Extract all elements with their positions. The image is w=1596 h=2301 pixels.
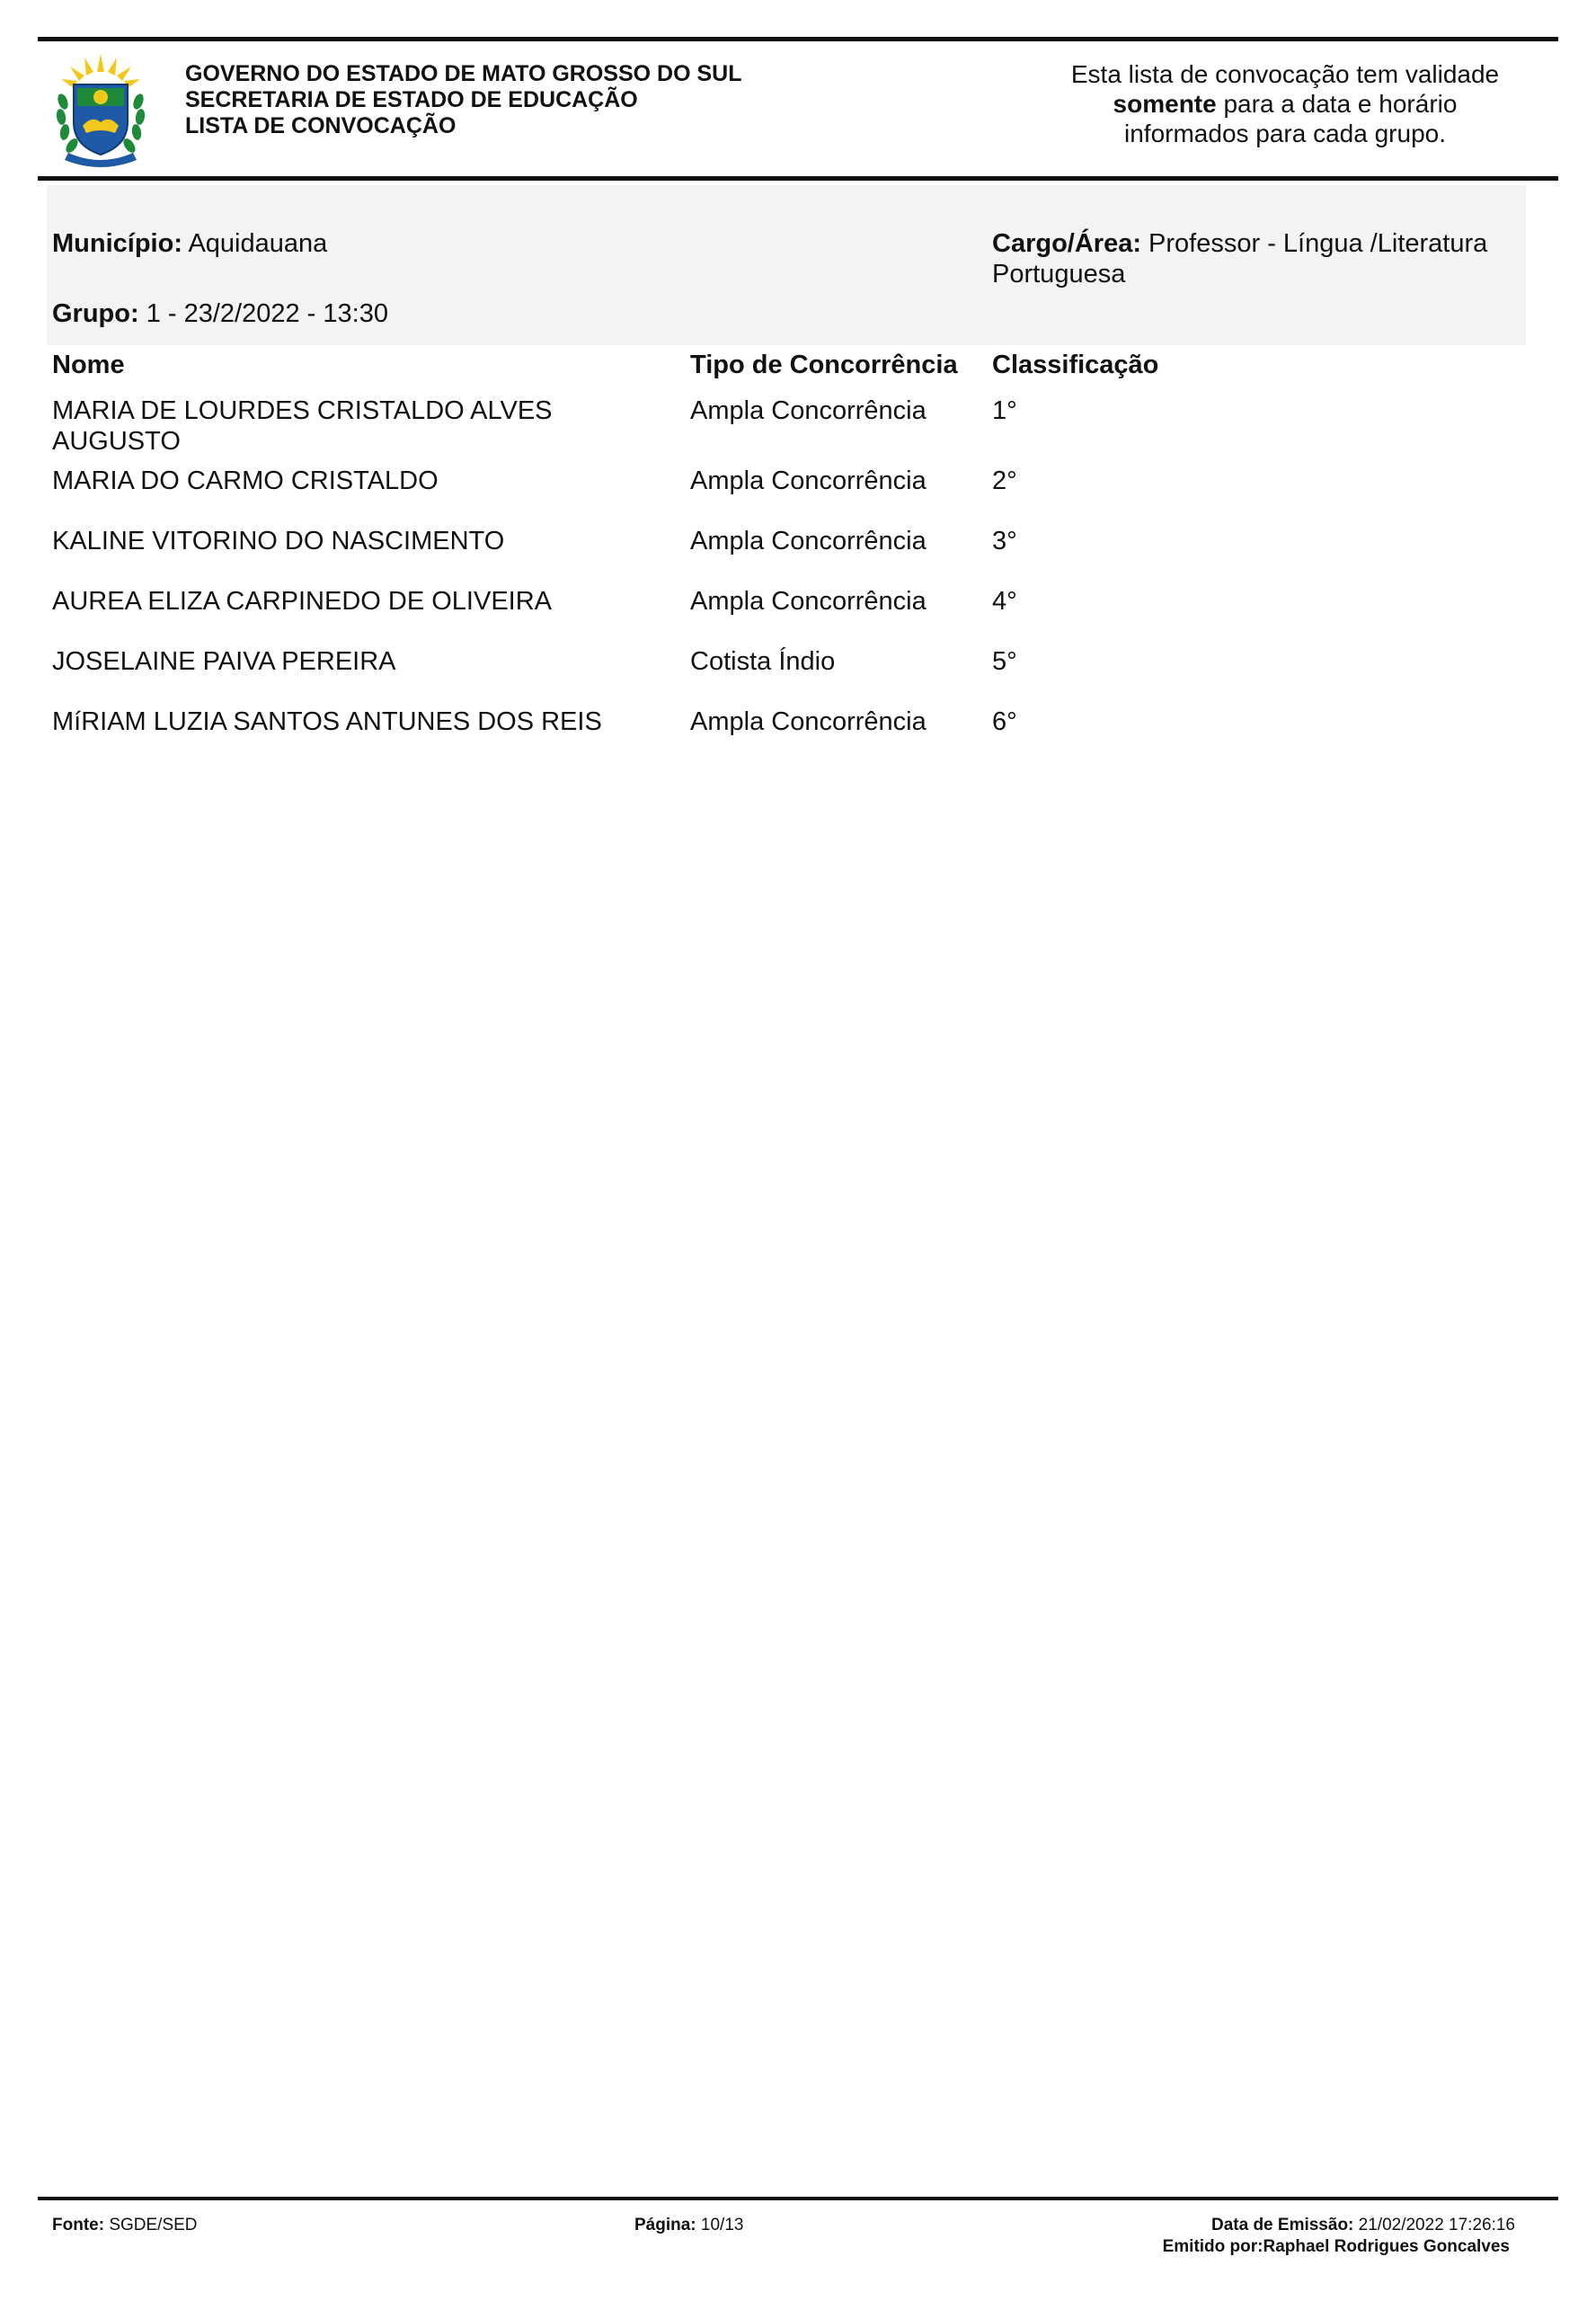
- fonte-label: Fonte:: [52, 2216, 105, 2234]
- cell-nome: MíRIAM LUZIA SANTOS ANTUNES DOS REIS: [52, 707, 602, 736]
- cell-classificacao: 6°: [992, 707, 1017, 736]
- cell-classificacao: 3°: [992, 527, 1017, 555]
- municipio-label: Município:: [52, 229, 182, 258]
- emissao-label: Data de Emissão:: [1210, 2216, 1354, 2234]
- cell-nome: MARIA DO CARMO CRISTALDO: [52, 466, 439, 495]
- cell-tipo: Cotista Índio: [690, 647, 836, 676]
- municipio-field: [52, 228, 327, 259]
- cell-classificacao: 2°: [992, 466, 1017, 495]
- notice-line-2-rest: para a data e horário: [1216, 90, 1458, 118]
- municipio-value: Aquidauana: [182, 229, 328, 258]
- cell-nome: MARIA DE LOURDES CRISTALDO ALVES AUGUSTO: [52, 396, 553, 456]
- column-header-nome: Nome: [52, 351, 125, 379]
- footer-issued-by: Emitido por:Raphael Rodrigues Goncalves: [1162, 2237, 1510, 2256]
- cell-classificacao: 4°: [992, 587, 1017, 616]
- footer-page-number: [634, 2215, 743, 2235]
- header-bottom-rule: [38, 176, 1558, 181]
- footer-rule: [38, 2197, 1558, 2200]
- cell-nome: KALINE VITORINO DO NASCIMENTO: [52, 527, 505, 555]
- validity-notice: [1033, 59, 1537, 148]
- document-title: LISTA DE CONVOCAÇÃO: [185, 113, 457, 138]
- organization-header: [185, 61, 742, 139]
- notice-line-3: informados para cada grupo.: [1124, 120, 1446, 147]
- notice-line-2: [1033, 89, 1537, 119]
- header-top-rule: [38, 37, 1558, 41]
- notice-line-1: Esta lista de convocação tem validade: [1070, 60, 1500, 88]
- cell-classificacao: 1°: [992, 396, 1017, 425]
- cell-tipo: Ampla Concorrência: [690, 466, 927, 495]
- cargo-value: Professor - Língua /Literatura Portuguesa: [992, 229, 1488, 289]
- footer-source: [52, 2215, 198, 2235]
- cell-nome: AUREA ELIZA CARPINEDO DE OLIVEIRA: [52, 587, 552, 616]
- grupo-value: 1 - 23/2/2022 - 13:30: [138, 299, 388, 328]
- fonte-value: SGDE/SED: [104, 2216, 198, 2234]
- notice-emphasis: somente: [1113, 90, 1217, 118]
- cargo-label: Cargo/Área:: [992, 229, 1141, 258]
- cell-tipo: Ampla Concorrência: [690, 396, 927, 425]
- cell-nome: JOSELAINE PAIVA PEREIRA: [52, 647, 396, 676]
- column-header-tipo: Tipo de Concorrência: [690, 351, 958, 379]
- grupo-field: [52, 298, 388, 329]
- pagina-label: Página:: [634, 2216, 696, 2234]
- emissao-value: 21/02/2022 17:26:16: [1353, 2216, 1515, 2234]
- grupo-label: Grupo:: [52, 299, 139, 328]
- org-line-secretariat: SECRETARIA DE ESTADO DE EDUCAÇÃO: [185, 87, 638, 112]
- cell-tipo: Ampla Concorrência: [690, 587, 927, 616]
- column-header-classificacao: Classificação: [992, 351, 1159, 379]
- footer-issue-date: [1211, 2215, 1515, 2235]
- cargo-field: [992, 228, 1531, 289]
- cell-tipo: Ampla Concorrência: [690, 707, 927, 736]
- pagina-value: 10/13: [696, 2216, 744, 2234]
- cell-classificacao: 5°: [992, 647, 1017, 676]
- cell-tipo: Ampla Concorrência: [690, 527, 927, 555]
- state-crest-logo: [52, 52, 149, 169]
- org-line-government: GOVERNO DO ESTADO DE MATO GROSSO DO SUL: [185, 61, 742, 86]
